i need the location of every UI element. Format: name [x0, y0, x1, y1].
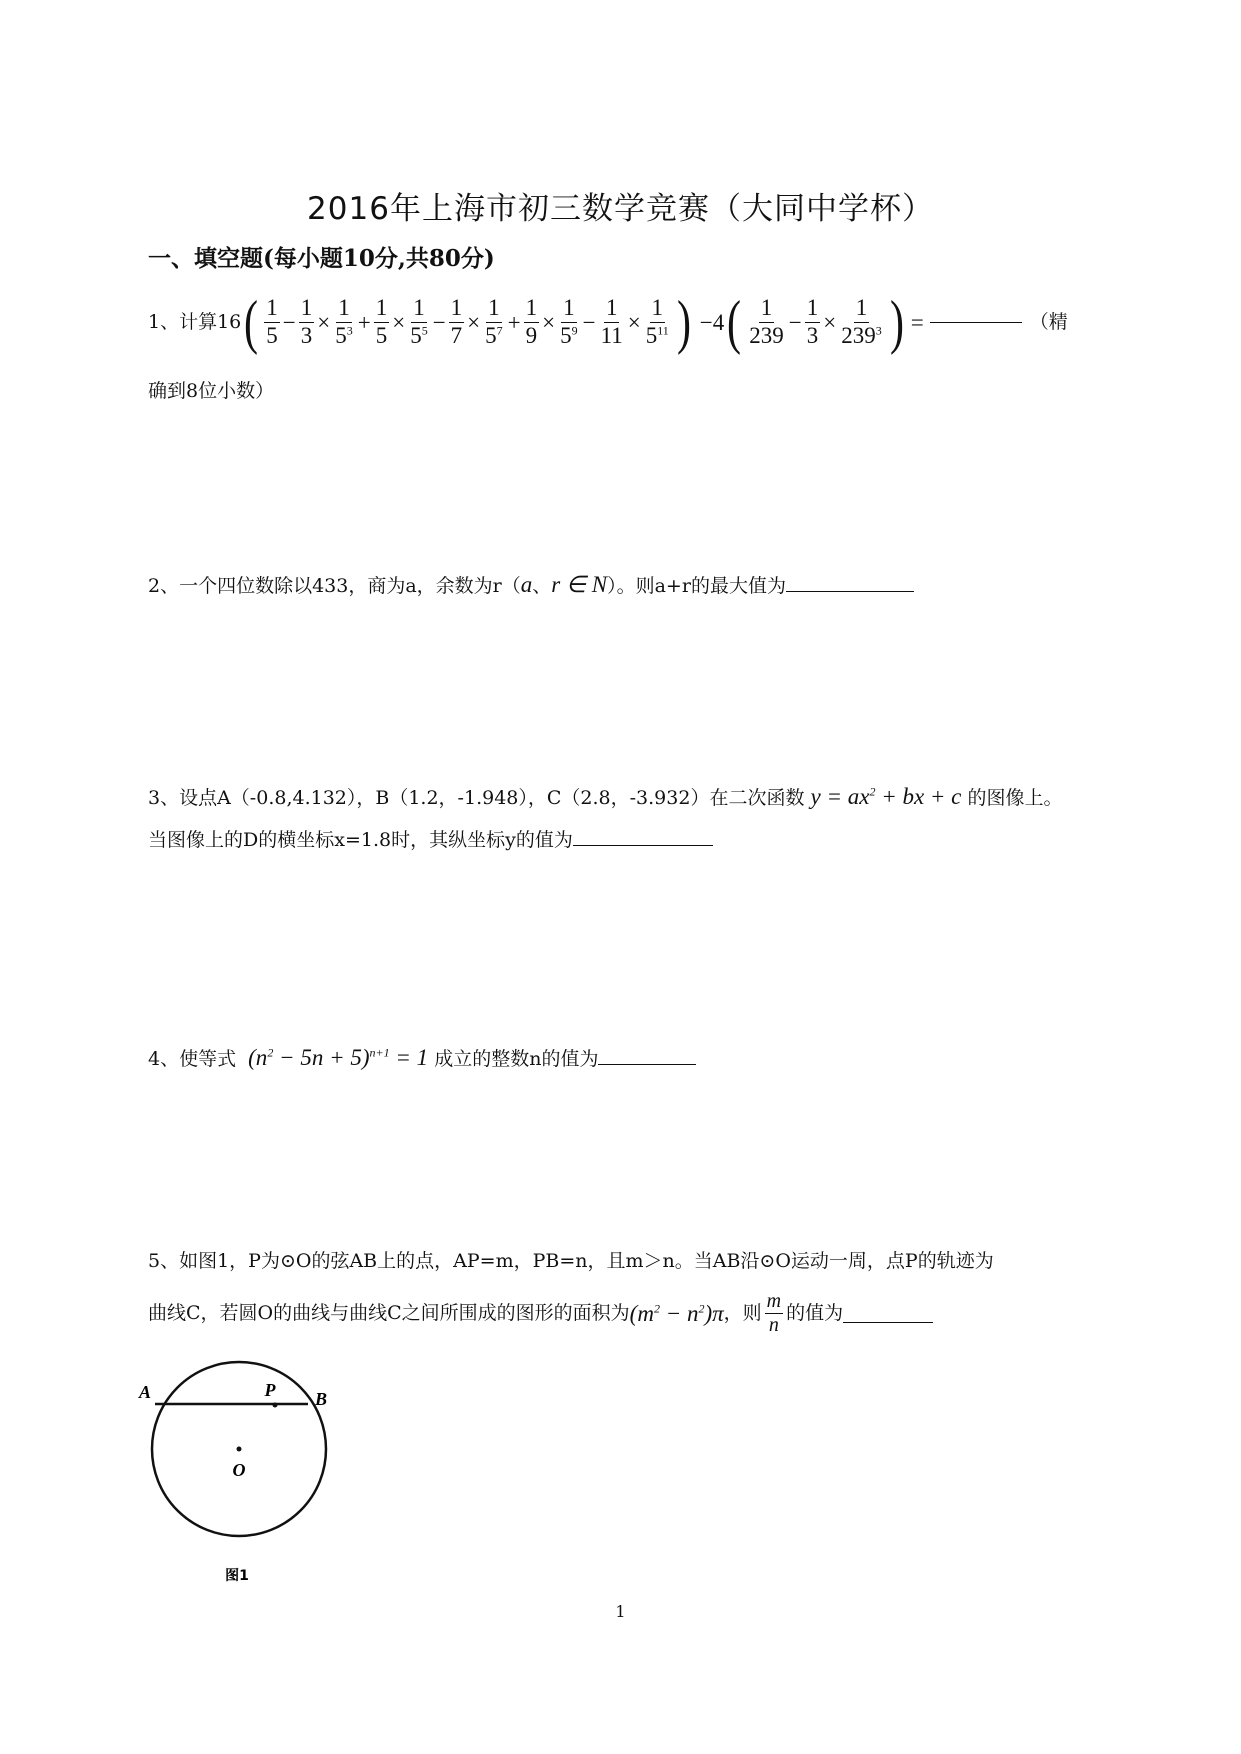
point-p: [273, 1403, 278, 1408]
question-3: 3、设点A（-0.8,4.132），B（1.2，-1.948），C（2.8，-3.932）在二次函数 $y = ax^2$ + bx + c 的图像上。: [148, 784, 1063, 809]
answer-blank-1[interactable]: [930, 321, 1022, 323]
question-4: 4、使等式 $(n^2 - 5n + 5)^{n+1} = 1$ 成立的整数n的值为: [148, 1046, 696, 1069]
figure-caption: 图1: [225, 1568, 249, 1584]
question-2: 2、一个四位数除以433，商为a，余数为r（a、r ∈ N）。则a+r的最大值为: [148, 573, 914, 596]
label-p: P: [264, 1380, 276, 1400]
question-5-line2: 曲线C，若圆O的曲线与曲线C之间所围成的图形的面积为 $(m^2 - n^2)\pi$ ，则 $\frac{m}{n}$ 的值为: [148, 1290, 933, 1337]
page-title: 2016年上海市初三数学竞赛（大同中学杯）: [307, 191, 934, 227]
label-o: O: [232, 1460, 246, 1480]
answer-blank-4[interactable]: [598, 1063, 696, 1065]
section-heading: 一、填空题(每小题10分,共80分): [148, 245, 495, 272]
point-o: [237, 1447, 242, 1452]
answer-blank-3[interactable]: [573, 844, 713, 846]
q1-tail: （精: [1029, 310, 1068, 333]
answer-blank-2[interactable]: [786, 590, 914, 592]
question-3-line2: 当图像上的D的横坐标x=1.8时，其纵坐标y的值为: [148, 831, 713, 850]
label-a: A: [138, 1382, 151, 1402]
question-5: 5、如图1，P为⊙O的弦AB上的点，AP=m，PB=n，且m＞n。当AB沿⊙O运动一周，点P的轨迹为: [148, 1250, 994, 1272]
question-1: 1、计算16 ( $\frac{1}{5}$ − $\frac{1}{3}$ × $\frac{1}{5^3}$ + $\frac{1}{5}$ × $\frac{1}{5^5}$ − $\frac{1}{7}$ × $\frac{1}{5^7}$ + $\frac{1}{9}$ × $\frac{1}{5^9}$ − $\frac{1}{11}$ × $\frac{1}{5^{11}}$ ) −4 ( $\frac{1}{239}$ − $\frac{1}{3}$ × $\frac{1}{239^3}$ ) = （精: [148, 289, 1068, 355]
page-number: 1: [615, 1602, 626, 1621]
figure-1-diagram: [138, 1360, 345, 1600]
answer-blank-5[interactable]: [843, 1321, 933, 1323]
label-b: B: [315, 1389, 328, 1409]
q1-prefix: 1、计算16: [148, 310, 242, 333]
q1-line2: 确到8位小数）: [148, 380, 275, 402]
